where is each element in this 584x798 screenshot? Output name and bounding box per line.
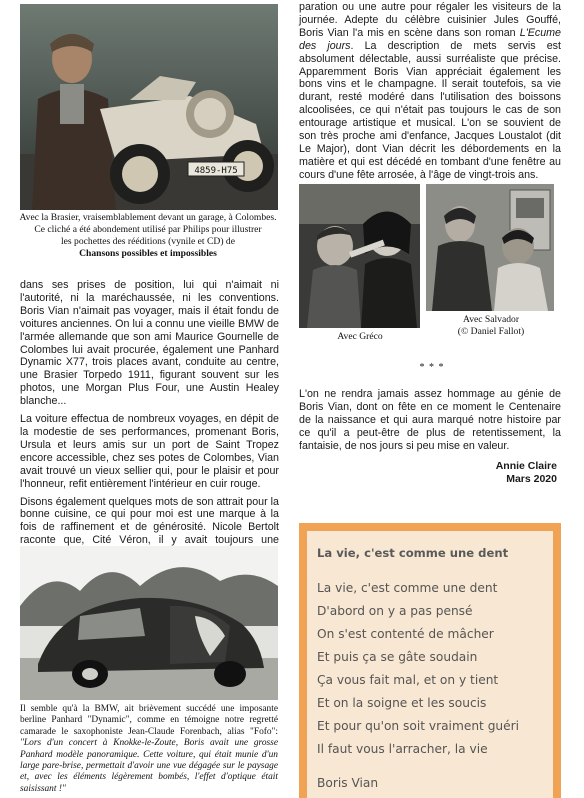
poem-box bbox=[299, 523, 561, 798]
closing-paragraph: L'on ne rendra jamais assez hommage au génie de Boris Vian, dont on fête en ce moment le Centenaire de la naissance et qui aura marqué notre histoire par ce qu'il a peut-être de plus de retentissement, la fantaisie, de nos jours si peu mise en valeur. bbox=[299, 388, 561, 452]
novel-title: L'Ecume des jours bbox=[299, 26, 561, 52]
panhard-caption bbox=[20, 704, 278, 795]
panhard-car-illustration bbox=[20, 546, 278, 700]
section-separator: * * * bbox=[419, 362, 445, 373]
poem-line: Ça vous fait mal, et on y tient bbox=[317, 673, 499, 687]
brasier-car-photo bbox=[20, 4, 278, 210]
poem-author: Boris Vian bbox=[317, 776, 379, 790]
article-date: Mars 2020 bbox=[506, 473, 557, 485]
poem-panel bbox=[307, 531, 553, 798]
author-name: Annie Claire bbox=[495, 460, 557, 472]
poem-line: Et puis ça se gâte soudain bbox=[317, 650, 478, 664]
license-plate: 4859-H75 bbox=[194, 166, 238, 176]
greco-caption: Avec Gréco bbox=[337, 331, 383, 342]
poem-title: La vie, c'est comme une dent bbox=[317, 546, 509, 560]
greco-photo bbox=[299, 184, 420, 328]
paragraph: Disons également quelques mots de son attrait pour la bonne cuisine, ce qui pour moi est une marque à la fois de raffinement et de générosité. Nicole Bertolt raconte que, Cité Véron, il y avait toujours une bbox=[20, 495, 279, 547]
poem-line: Et on la soigne et les soucis bbox=[317, 696, 487, 710]
paragraph: La voiture effectua de nombreux voyages, en dépit de la modestie de ses performances, promenant Boris, Ursula et leurs amis sur un port de Saint Tropez encore accessible, chez ses potes de Colombes, Vian avait trouvé un vieux sellier qui, pour le plaisir et pour l'honneur, refit entièrement l'intérieur en cuir rouge. bbox=[20, 413, 279, 490]
poem-line: Et pour qu'on soit vraiment guéri bbox=[317, 719, 520, 733]
salvador-photo bbox=[426, 184, 554, 311]
caption-bold: Chansons possibles et impossibles bbox=[79, 248, 217, 259]
paragraph: paration ou une autre pour régaler les visiteurs de la journée. Adepte du célèbre cuisinier Jules Gouffé, Boris Vian l'a mis en scène dans son roman L'Ecume des jours. La description de mets servis est absolument délectable, aussi surréaliste que précise. Apparemment Boris Vian appréciait également les bons vins et le champagne. Il serait toutefois, sa vie durant, resté modéré dans l'utilisation des boissons alcoolisées, ce qui n'était pas toujours le cas de son entourage artistique et musical. L'on se souvient de son très proche ami d'enfance, Jacques Loustalot (dit Le Major), dont Vian décrit les débordements en la matière et qui est décédé en tombant d'une fenêtre au cours d'une fête arrosée, à l'âge de vingt-trois ans. bbox=[299, 1, 561, 181]
panhard-car-photo bbox=[20, 546, 278, 700]
poem-line: D'abord on y a pas pensé bbox=[317, 604, 473, 618]
paragraph: dans ses prises de position, lui qui n'aimait ni l'autorité, ni la maréchaussée, ni les conventions. Boris Vian n'aimait pas voyager, mais il était fondu de voitures anciennes. On lui a connu une vieille BMW de l'armée allemande que son ami Maurice Gournelle de Colombes lui avait procurée, également une Panhard Dynamic X77, trois places avant, conduite au centre, une Brasier Torpedo 1911, figurant souvent sur les photos, une Morgan Plus Four, une Austin Healey blanche... bbox=[20, 279, 279, 408]
right-column-text bbox=[299, 1, 561, 187]
caption-line: Ce cliché a été abondement utilisé par Philips pour illustrer bbox=[34, 224, 262, 235]
caption-line: les pochettes des rééditions (vynile et CD) de bbox=[61, 236, 235, 247]
photo-credit: (© Daniel Fallot) bbox=[457, 326, 525, 337]
poem-line: Il faut vous l'arracher, la vie bbox=[317, 742, 488, 756]
left-column-text bbox=[20, 279, 279, 565]
brasier-car-illustration bbox=[20, 4, 278, 210]
poem-line: On s'est contenté de mâcher bbox=[317, 627, 494, 641]
poem-line: La vie, c'est comme une dent bbox=[317, 581, 498, 595]
caption-line: Avec Salvador bbox=[462, 314, 520, 325]
author-signature bbox=[440, 460, 557, 486]
salvador-caption bbox=[432, 314, 550, 338]
caption-quote: "Lors d'un concert à Knokke-le-Zoute, Boris avait une grosse Panhard modèle panoramique. Cette voiture, qui était munie d'un large pare-brise, permettait d'avoir une vue dégagée sur le paysage et, avec les éléments légèrement bombés, l'effet d'optique était saisissant !" bbox=[20, 738, 278, 794]
salvador-illustration bbox=[426, 184, 554, 311]
brasier-caption bbox=[14, 212, 282, 260]
greco-illustration bbox=[299, 184, 420, 328]
caption-line: Avec la Brasier, vraisemblablement devant un garage, à Colombes. bbox=[19, 212, 277, 223]
caption-text: Il semble qu'à la BMW, ait brièvement succédé une imposante berline Panhard "Dynamic", comme en témoigne notre regretté camarade le saxophoniste Jean-Claude Forenbach, alias "Fofo": bbox=[20, 704, 278, 737]
